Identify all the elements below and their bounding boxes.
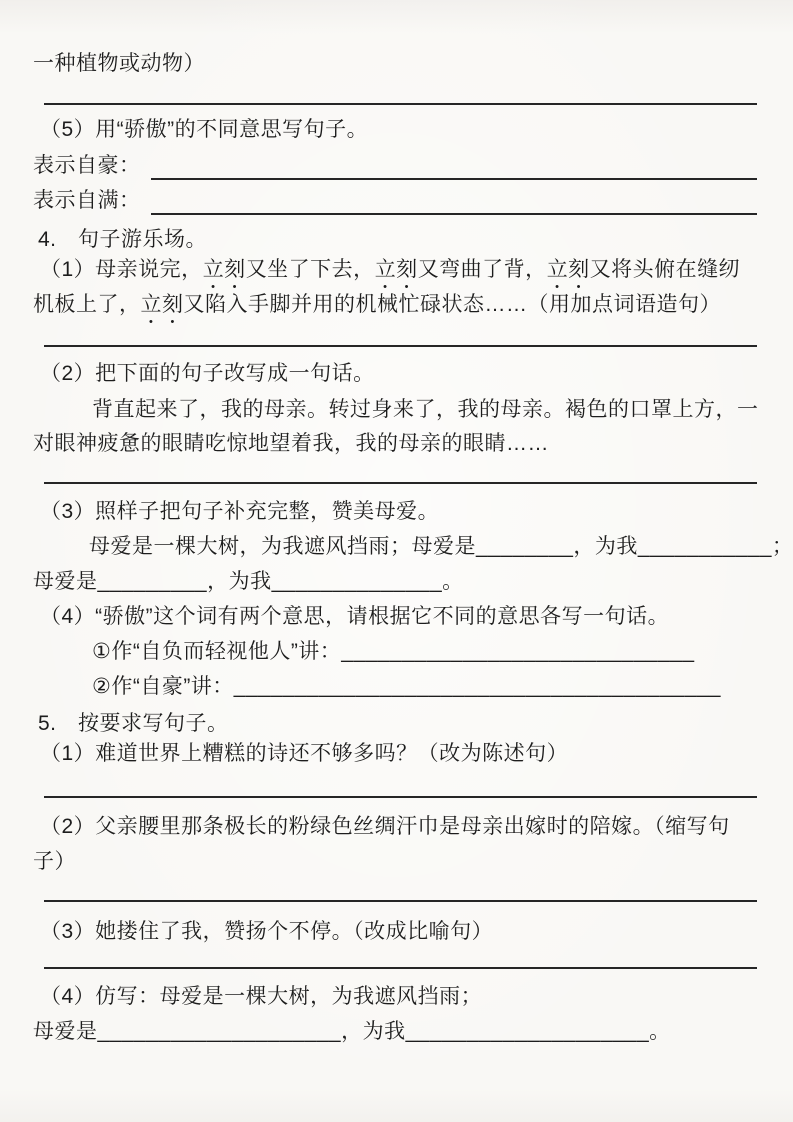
section-4-title: 4. 句子游乐场。 bbox=[38, 228, 208, 251]
q5-item1: （1）难道世界上糟糕的诗还不够多吗？（改为陈述句） bbox=[40, 742, 569, 765]
q4-item1-line2 bbox=[33, 291, 721, 328]
carryover-text: 一种植物或动物） bbox=[33, 52, 205, 75]
q4-item3-prompt: （3）照样子把句子补充完整，赞美母爱。 bbox=[40, 500, 440, 523]
section-5-title: 5. 按要求写句子。 bbox=[38, 712, 229, 735]
q4-item4-prompt: （4）“骄傲”这个词有两个意思，请根据它不同的意思各写一句话。 bbox=[40, 605, 670, 628]
q4-item4-sub1: ①作“自负而轻视他人”讲：_____________________________ bbox=[92, 640, 695, 663]
text-segment: 又坐了下去， bbox=[245, 258, 375, 281]
question-5-prompt: （5）用“骄傲”的不同意思写句子。 bbox=[40, 118, 369, 141]
text-segment: 又陷入手脚并用的机械忙碌状态……（用加点词语造句） bbox=[183, 293, 721, 316]
text-segment: 又将头俯在缝纫 bbox=[589, 258, 741, 281]
q4-item2-line2: 对眼神疲惫的眼睛吃惊地望着我，我的母亲的眼睛…… bbox=[33, 432, 549, 455]
answer-underline bbox=[151, 187, 758, 215]
q4-item2-prompt: （2）把下面的句子改写成一句话。 bbox=[40, 362, 375, 385]
blank-label-pride: 表示自豪： bbox=[33, 154, 141, 177]
q4-item1-line1 bbox=[40, 256, 740, 293]
answer-underline bbox=[151, 152, 758, 180]
text-segment: 又弯曲了背， bbox=[417, 258, 547, 281]
blank-label-conceit: 表示自满： bbox=[33, 189, 141, 212]
answer-line bbox=[44, 345, 757, 347]
answer-line bbox=[44, 796, 757, 798]
blank-row-conceit bbox=[33, 187, 757, 215]
emphasized-word: 立刻 bbox=[374, 258, 418, 281]
q5-item4-line1: （4）仿写：母爱是一棵大树，为我遮风挡雨； bbox=[40, 985, 483, 1008]
blank-row-pride bbox=[33, 152, 757, 180]
q5-item4-line2: 母爱是____________________，为我____________________。 bbox=[33, 1020, 671, 1043]
q4-item2-line1: 背直起来了，我的母亲。转过身来了，我的母亲。褐色的口罩上方，一 bbox=[92, 398, 759, 421]
emphasized-word: 立刻 bbox=[202, 258, 246, 281]
text-segment: （1）母亲说完， bbox=[40, 258, 203, 281]
q5-item2-line1: （2）父亲腰里那条极长的粉绿色丝绸汗巾是母亲出嫁时的陪嫁。（缩写句 bbox=[40, 815, 730, 838]
answer-line bbox=[44, 967, 757, 969]
answer-line bbox=[44, 482, 757, 484]
q4-item3-line1: 母爱是一棵大树，为我遮风挡雨；母爱是________，为我___________； bbox=[89, 535, 793, 558]
text-segment: 机板上了， bbox=[33, 293, 141, 316]
q5-item2-line2: 子） bbox=[33, 850, 76, 873]
q4-item3-line2: 母爱是_________，为我______________。 bbox=[33, 570, 464, 593]
q4-item4-sub2: ②作“自豪”讲：________________________________________ bbox=[92, 675, 721, 698]
answer-line bbox=[44, 103, 757, 105]
q5-item3: （3）她搂住了我，赞扬个不停。（改成比喻句） bbox=[40, 920, 494, 943]
emphasized-word: 立刻 bbox=[546, 258, 590, 281]
emphasized-word: 立刻 bbox=[140, 293, 184, 316]
answer-line bbox=[44, 900, 757, 902]
